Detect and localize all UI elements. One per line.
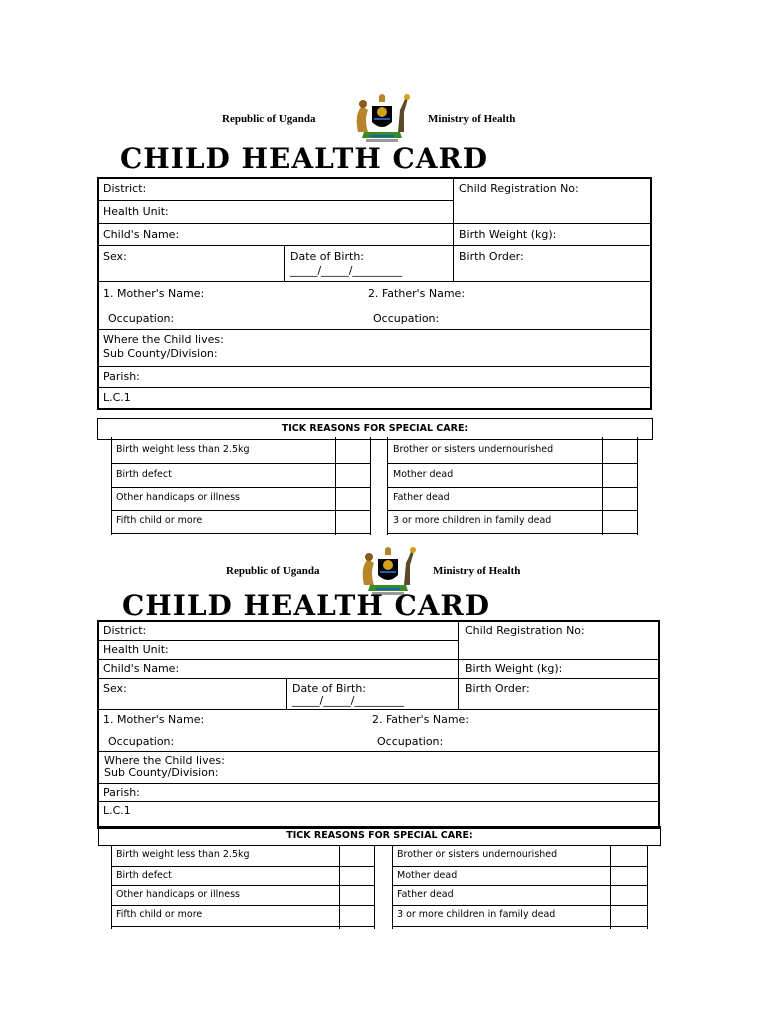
reason-birth-defect: Birth defect bbox=[116, 469, 172, 480]
childs-name-field[interactable]: Child's Name: bbox=[103, 228, 180, 241]
reason-children-dead: 3 or more children in family dead bbox=[393, 515, 552, 526]
reason-fifth-child: Fifth child or more bbox=[116, 515, 203, 526]
reason-siblings-undernourished: Brother or sisters undernourished bbox=[397, 849, 558, 860]
parish-field[interactable]: Parish: bbox=[103, 370, 140, 383]
fathers-name-field[interactable]: 2. Father's Name: bbox=[372, 713, 470, 726]
sex-field[interactable]: Sex: bbox=[103, 682, 127, 695]
date-blanks[interactable]: _____/_____/_________ bbox=[292, 694, 404, 707]
reason-birth-defect: Birth defect bbox=[116, 870, 172, 881]
mothers-name-field[interactable]: 1. Mother's Name: bbox=[103, 713, 205, 726]
republic-label: Republic of Uganda bbox=[226, 565, 320, 577]
special-care-heading: TICK REASONS FOR SPECIAL CARE: bbox=[98, 826, 661, 846]
date-of-birth-field[interactable]: Date of Birth: bbox=[290, 250, 365, 263]
lc1-field[interactable]: L.C.1 bbox=[103, 391, 131, 404]
ministry-label: Ministry of Health bbox=[428, 113, 516, 125]
reason-other-handicaps: Other handicaps or illness bbox=[116, 889, 240, 900]
reason-birth-weight: Birth weight less than 2.5kg bbox=[116, 849, 250, 860]
reason-birth-weight: Birth weight less than 2.5kg bbox=[116, 444, 250, 455]
mothers-name-field[interactable]: 1. Mother's Name: bbox=[103, 287, 205, 300]
health-unit-field[interactable]: Health Unit: bbox=[103, 643, 169, 656]
date-blanks[interactable]: _____/_____/_________ bbox=[290, 264, 402, 277]
where-child-lives-label: Where the Child lives: bbox=[104, 754, 225, 767]
tick-box[interactable] bbox=[340, 846, 374, 866]
special-care-heading: TICK REASONS FOR SPECIAL CARE: bbox=[97, 418, 653, 440]
birth-weight-field[interactable]: Birth Weight (kg): bbox=[459, 228, 557, 241]
birth-weight-field[interactable]: Birth Weight (kg): bbox=[465, 662, 563, 675]
tick-box[interactable] bbox=[340, 906, 374, 926]
mother-occupation-field[interactable]: Occupation: bbox=[108, 735, 175, 748]
reason-mother-dead: Mother dead bbox=[393, 469, 454, 480]
sex-field[interactable]: Sex: bbox=[103, 250, 127, 263]
sub-county-field[interactable]: Sub County/Division: bbox=[103, 347, 218, 360]
father-occupation-field[interactable]: Occupation: bbox=[373, 312, 440, 325]
parish-field[interactable]: Parish: bbox=[103, 786, 140, 799]
tick-box[interactable] bbox=[340, 867, 374, 885]
where-child-lives-label: Where the Child lives: bbox=[103, 333, 224, 346]
page-title: CHILD HEALTH CARD bbox=[120, 142, 489, 175]
tick-box[interactable] bbox=[340, 886, 374, 905]
reason-mother-dead: Mother dead bbox=[397, 870, 458, 881]
tick-box[interactable] bbox=[611, 886, 647, 905]
sub-county-field[interactable]: Sub County/Division: bbox=[104, 766, 219, 779]
ministry-label: Ministry of Health bbox=[433, 565, 521, 577]
date-of-birth-field[interactable]: Date of Birth: bbox=[292, 682, 367, 695]
district-field[interactable]: District: bbox=[103, 182, 147, 195]
birth-order-field[interactable]: Birth Order: bbox=[459, 250, 524, 263]
reason-father-dead: Father dead bbox=[397, 889, 454, 900]
tick-box[interactable] bbox=[611, 906, 647, 926]
tick-box[interactable] bbox=[611, 846, 647, 866]
lc1-field[interactable]: L.C.1 bbox=[103, 804, 131, 817]
reason-children-dead: 3 or more children in family dead bbox=[397, 909, 556, 920]
father-occupation-field[interactable]: Occupation: bbox=[377, 735, 444, 748]
district-field[interactable]: District: bbox=[103, 624, 147, 637]
health-unit-field[interactable]: Health Unit: bbox=[103, 205, 169, 218]
tick-box[interactable] bbox=[611, 867, 647, 885]
republic-label: Republic of Uganda bbox=[222, 113, 316, 125]
reason-fifth-child: Fifth child or more bbox=[116, 909, 203, 920]
reason-other-handicaps: Other handicaps or illness bbox=[116, 492, 240, 503]
fathers-name-field[interactable]: 2. Father's Name: bbox=[368, 287, 466, 300]
reason-father-dead: Father dead bbox=[393, 492, 450, 503]
childs-name-field[interactable]: Child's Name: bbox=[103, 662, 180, 675]
birth-order-field[interactable]: Birth Order: bbox=[465, 682, 530, 695]
page-title: CHILD HEALTH CARD bbox=[122, 589, 491, 622]
child-registration-field[interactable]: Child Registration No: bbox=[465, 624, 585, 637]
reason-siblings-undernourished: Brother or sisters undernourished bbox=[393, 444, 554, 455]
mother-occupation-field[interactable]: Occupation: bbox=[108, 312, 175, 325]
child-registration-field[interactable]: Child Registration No: bbox=[459, 182, 579, 195]
